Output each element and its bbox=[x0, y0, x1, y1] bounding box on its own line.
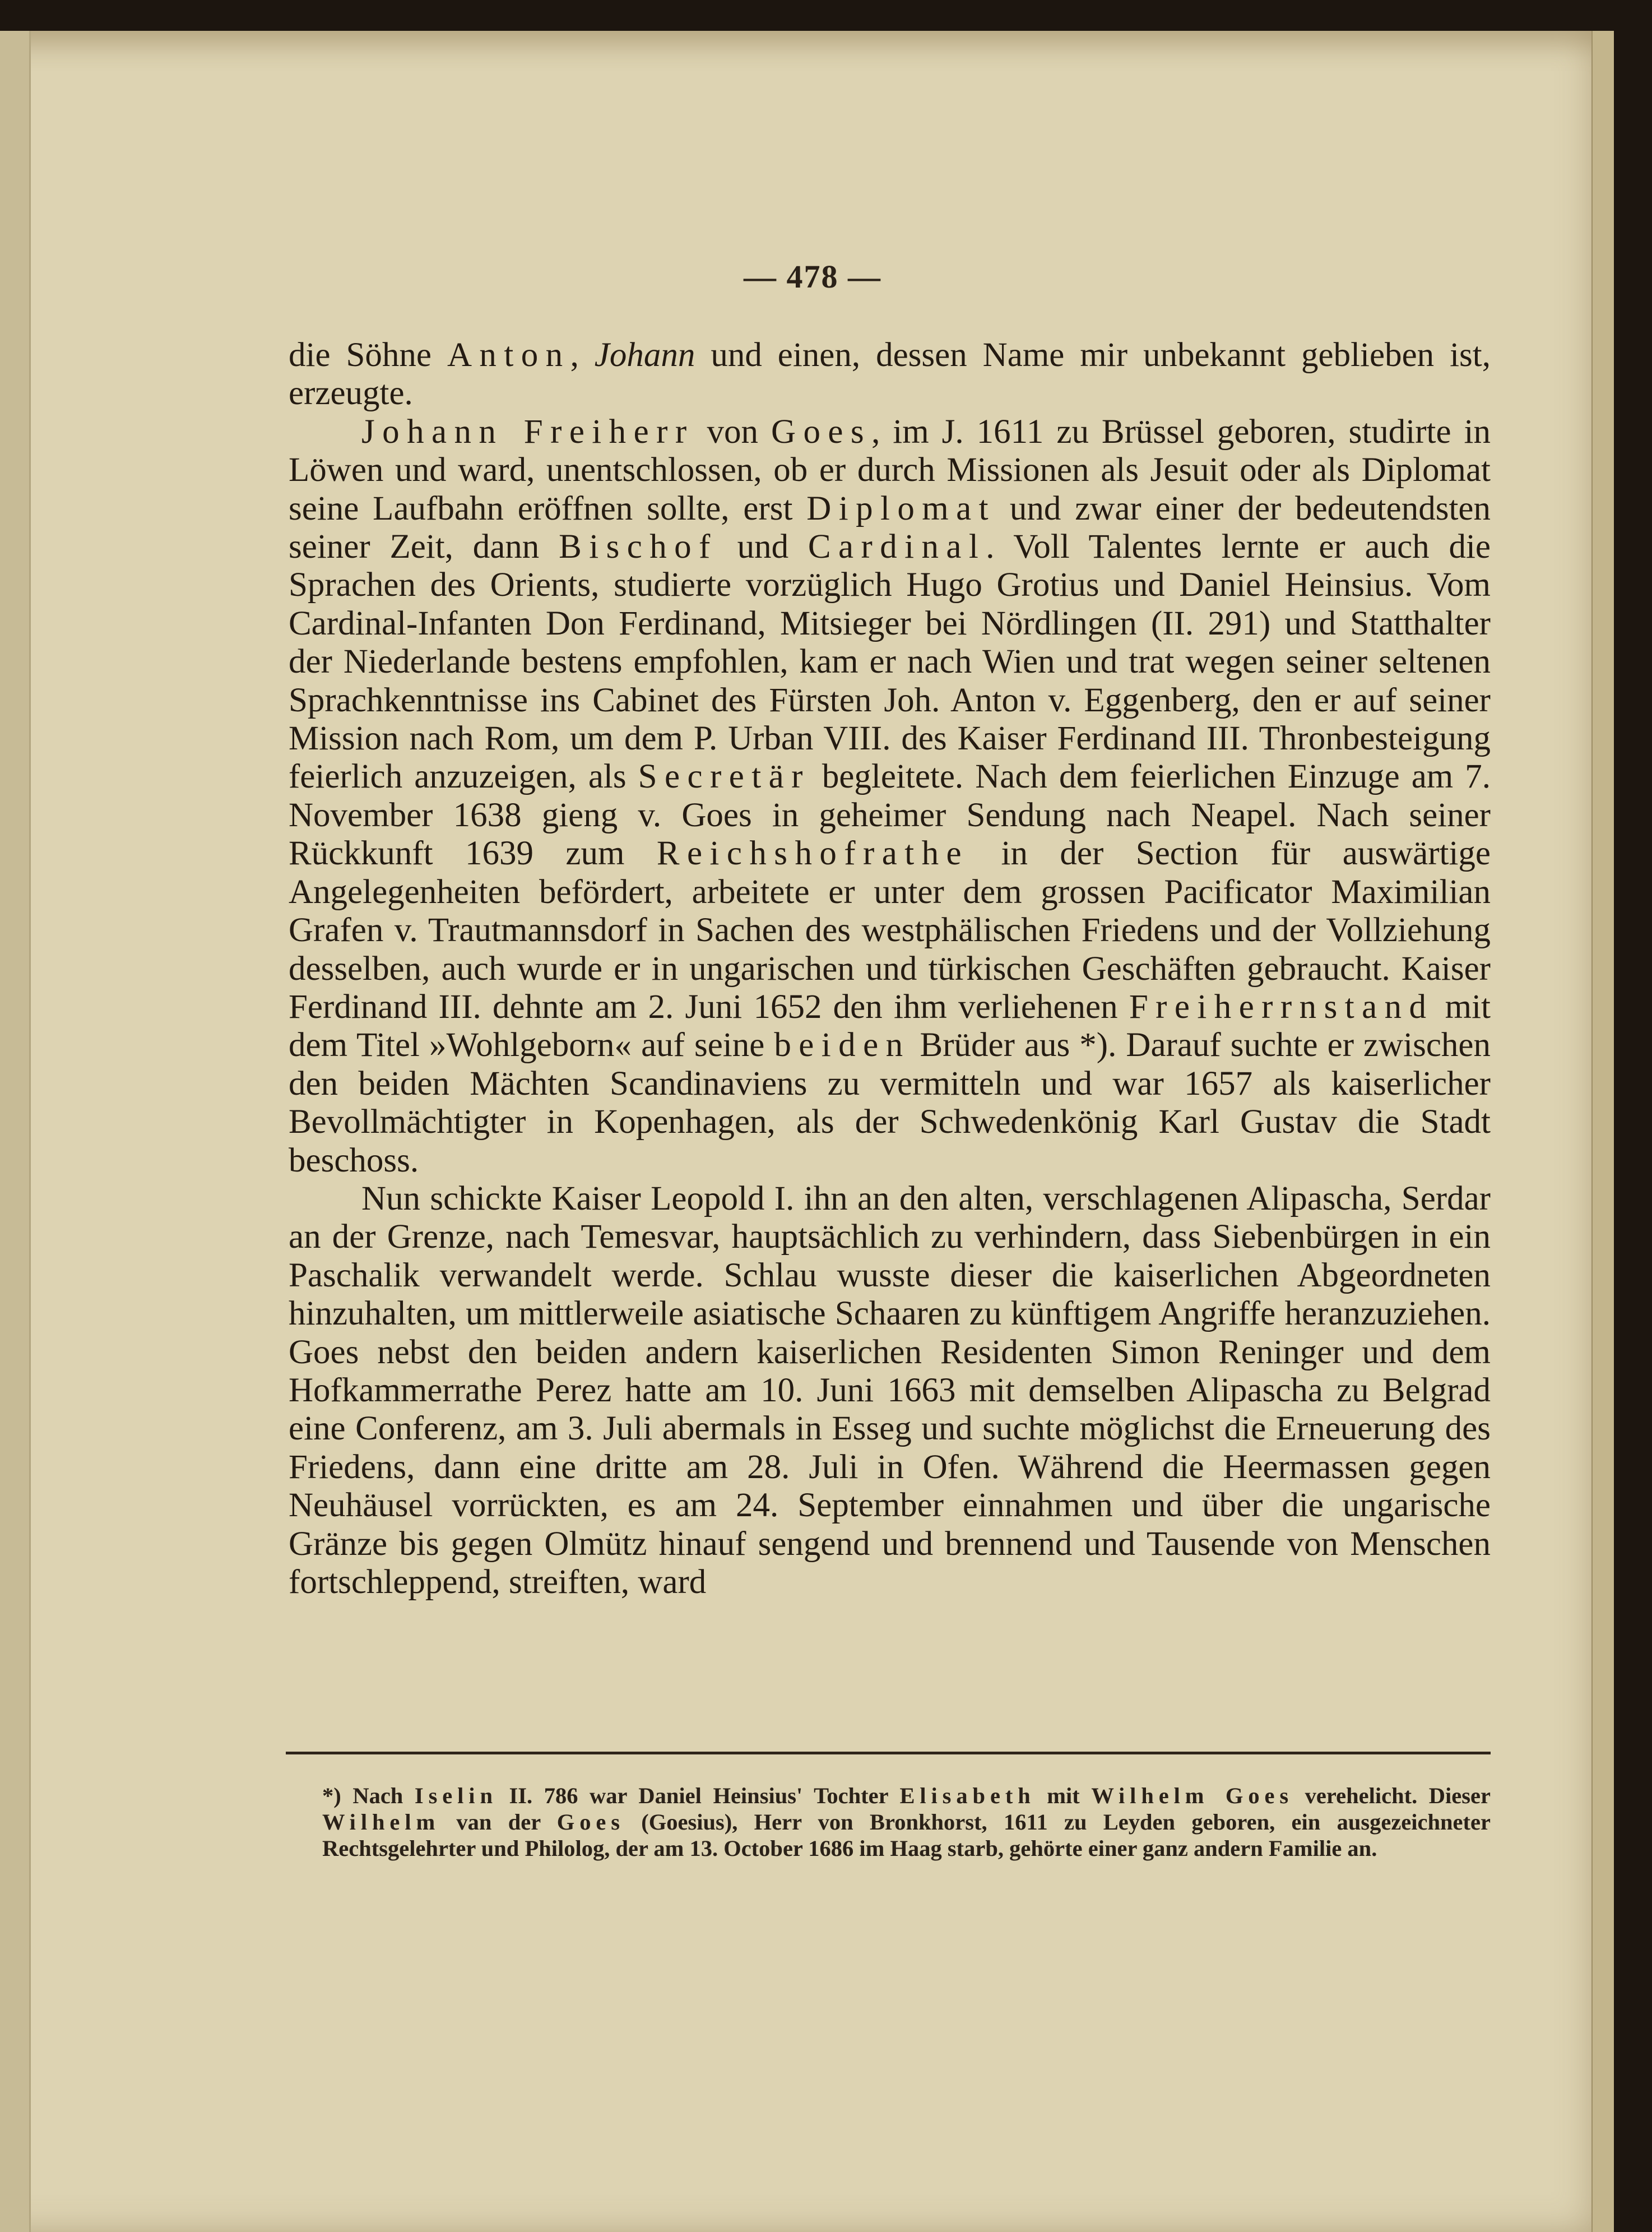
spaced-term: Secretär bbox=[638, 758, 810, 796]
spaced-name: Goes bbox=[556, 1809, 625, 1835]
spaced-name: Iselin bbox=[414, 1783, 498, 1808]
paragraph-2: Johann Freiherr von Goes, im J. 1611 zu Brüssel geboren, studirte in Löwen und ward, unentschlossen, ob er durch Missionen als Jesuit oder als Diplomat seine Laufbahn eröffnen sollte, erst Diplomat und zwar einer der bedeutendsten seiner Zeit, dann Bischof und Cardinal. Voll Talentes lernte er auch die Sprachen des Orients, studierte vorzüglich Hugo Grotius und Daniel Heinsius. Vom Cardinal-Infanten Don Ferdinand, Mitsieger bei Nördlingen (II. 291) und Statthalter der Niederlande bestens empfohlen, kam er nach Wien und trat wegen seiner seltenen Sprachkenntnisse ins Cabinet des Fürsten Joh. Anton v. Eggenberg, den er auf seiner Mission nach Rom, um dem P. Urban VIII. des Kaiser Ferdinand III. Thronbesteigung feierlich anzuzeigen, als Secretär begleitete. Nach dem feierlichen Einzuge am 7. November 1638 gieng v. Goes in geheimer Sendung nach Neapel. Nach seiner Rückkunft 1639 zum Reichshofrathe in der Section für auswärtige Angelegenheiten befördert, arbeitete er unter dem grossen Pacificator Maximilian Grafen v. Trautmannsdorf in Sachen des westphälischen Friedens und der Vollziehung desselben, auch wurde er in ungarischen und türkischen Geschäften gebraucht. Kaiser Ferdinand III. dehnte am 2. Juni 1652 den ihm verliehenen Freiherrnstand mit dem Titel »Wohlgeborn« auf seine beiden Brüder aus *). Darauf suchte er zwischen den beiden Mächten Scandinaviens zu vermitteln und war 1657 als kaiserlicher Bevollmächtigter in Kopenhagen, als der Schwedenkönig Karl Gustav die Stadt beschoss. bbox=[289, 413, 1491, 1179]
spaced-name: Johann Freiherr bbox=[361, 413, 694, 451]
spaced-term: Cardinal bbox=[808, 528, 986, 566]
footnote-divider bbox=[286, 1752, 1491, 1754]
spaced-name: Goes bbox=[771, 413, 872, 451]
spaced-name: Wilhelm bbox=[322, 1809, 440, 1835]
paragraph-1: die Söhne Anton, Johann und einen, dessen Name mir unbekannt geblieben ist, erzeugte. bbox=[289, 336, 1491, 413]
spaced-term: Bischof bbox=[559, 528, 718, 566]
spaced-term: beiden bbox=[774, 1026, 911, 1064]
spaced-term: Freiherrnstand bbox=[1129, 988, 1434, 1026]
spaced-term: Reichshofrathe bbox=[656, 835, 969, 873]
spaced-name: Anton bbox=[447, 336, 570, 374]
page-right-edge bbox=[1591, 31, 1614, 2232]
body-text bbox=[289, 336, 1491, 1601]
spaced-name: Elisabeth bbox=[899, 1783, 1036, 1808]
italic-name: Johann bbox=[594, 336, 695, 374]
spaced-name: Wilhelm Goes bbox=[1091, 1783, 1294, 1808]
paragraph-3: Nun schickte Kaiser Leopold I. ihn an den alten, verschlagenen Alipascha, Serdar an der Grenze, nach Temesvar, hauptsächlich zu verhindern, dass Siebenbürgen in ein Paschalik verwandelt werde. Schlau wusste dieser die kaiserlichen Abgeordneten hinzuhalten, um mittlerweile asiatische Schaaren zu künftigem Angriffe heranzuziehen. Goes nebst den beiden andern kaiserlichen Residenten Simon Reninger und dem Hofkammerrathe Perez hatte am 10. Juni 1663 mit demselben Alipascha zu Belgrad eine Conferenz, am 3. Juli abermals in Esseg und suchte möglichst die Erneuerung des Friedens, dann eine dritte am 28. Juli in Ofen. Während die Heermassen gegen Neuhäusel vorrückten, es am 24. September einnahmen und über die ungarische Gränze bis gegen Olmütz hinauf sengend und brennend und Tausende von Menschen fortschleppend, streiften, ward bbox=[289, 1179, 1491, 1601]
page-number: — 478 — bbox=[744, 258, 881, 295]
page-binding-edge bbox=[0, 31, 31, 2232]
footnote: *) Nach Iselin II. 786 war Daniel Heinsius' Tochter Elisabeth mit Wilhelm Goes verehelicht. Dieser Wilhelm van der Goes (Goesius), Herr von Bronkhorst, 1611 zu Leyden geboren, ein ausgezeichneter Rechtsgelehrter und Philolog, der am 13. October 1686 im Haag starb, gehörte einer ganz andern Familie an. bbox=[322, 1783, 1491, 1861]
spaced-term: Diplomat bbox=[806, 489, 996, 527]
